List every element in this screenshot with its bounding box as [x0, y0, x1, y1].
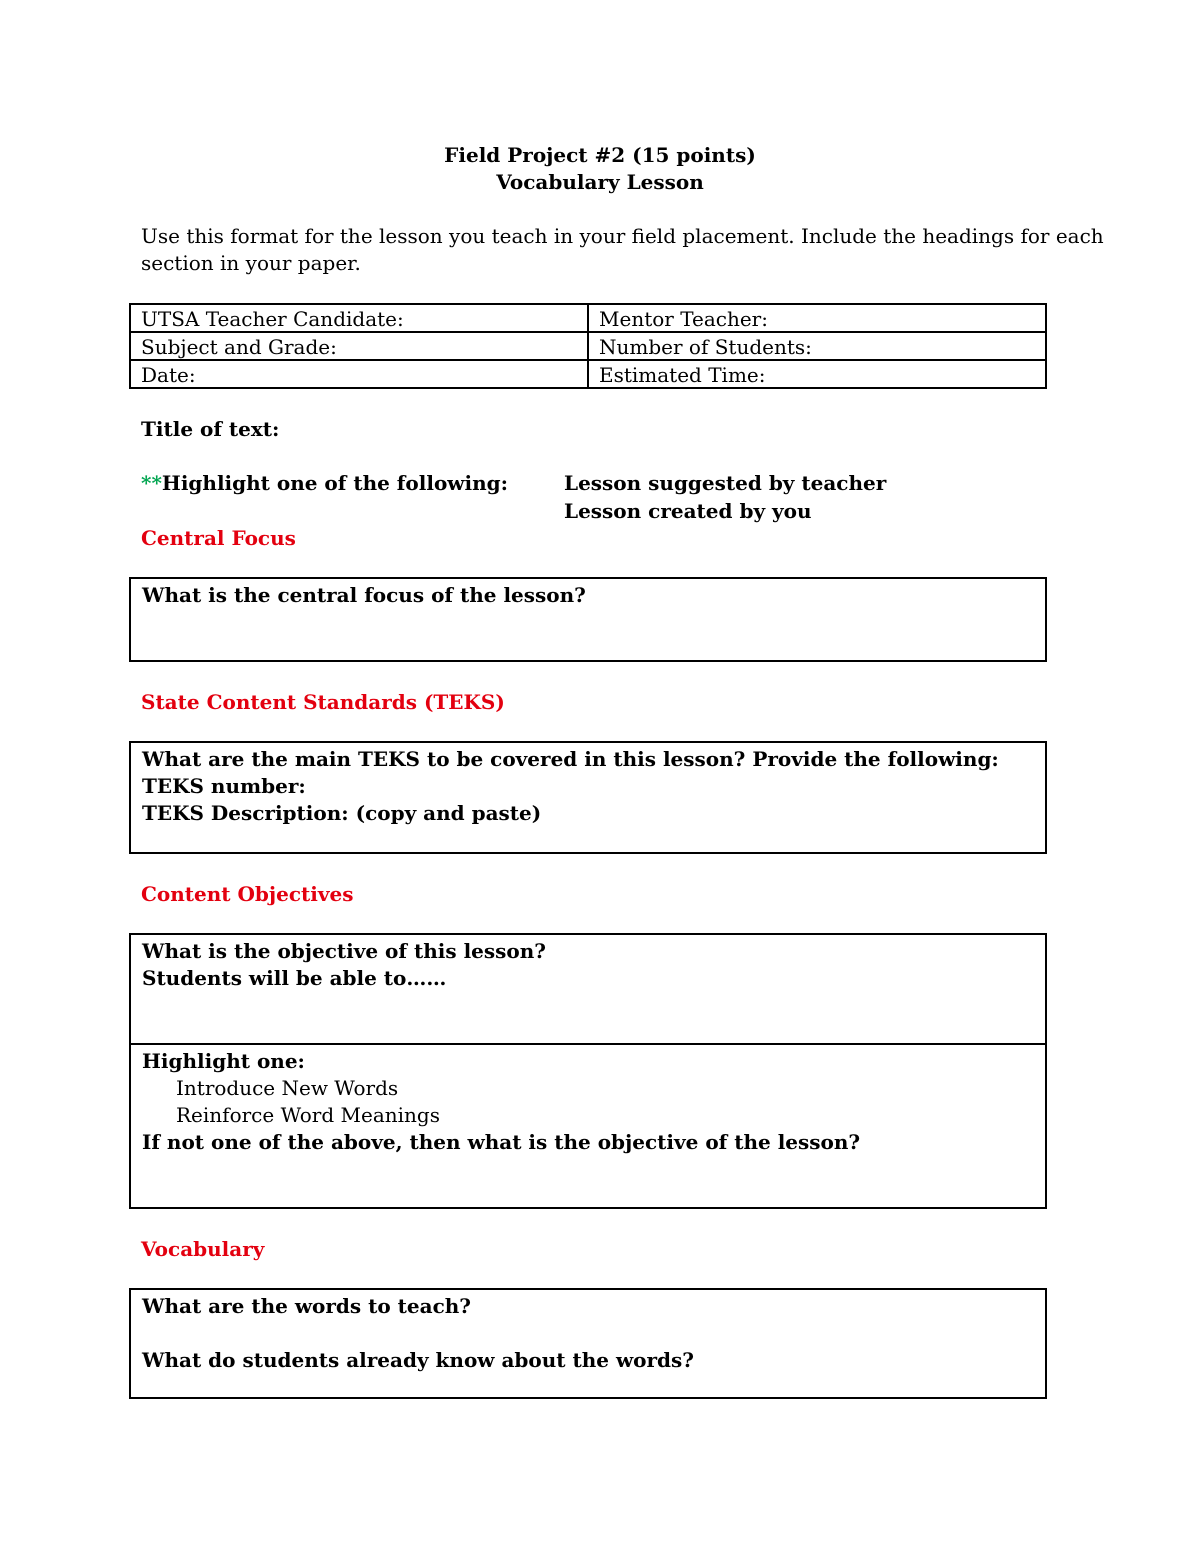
teacher-candidate-cell[interactable]: UTSA Teacher Candidate:: [129, 303, 589, 333]
objective-fallback-prompt: If not one of the above, then what is the objective of the lesson?: [142, 1130, 861, 1154]
option-introduce-new-words[interactable]: Introduce New Words: [176, 1076, 399, 1100]
central-focus-box[interactable]: [129, 577, 1047, 662]
teks-description-label: TEKS Description: (copy and paste): [142, 801, 542, 825]
title-of-text-label: Title of text:: [141, 417, 280, 441]
lesson-option-teacher[interactable]: Lesson suggested by teacher: [564, 471, 887, 495]
vocabulary-heading: Vocabulary: [141, 1237, 265, 1261]
central-focus-prompt: What is the central focus of the lesson?: [142, 583, 586, 607]
students-will-be-able: Students will be able to……: [142, 966, 447, 990]
objective-box[interactable]: [129, 933, 1047, 1045]
estimated-time-cell[interactable]: Estimated Time:: [587, 359, 1047, 389]
number-students-cell[interactable]: Number of Students:: [587, 331, 1047, 361]
objective-prompt: What is the objective of this lesson?: [142, 939, 547, 963]
highlight-instruction: [141, 470, 508, 497]
words-to-teach-prompt: What are the words to teach?: [142, 1294, 472, 1318]
teks-prompt: What are the main TEKS to be covered in this lesson? Provide the following:: [142, 747, 999, 771]
lesson-option-you[interactable]: Lesson created by you: [564, 499, 812, 523]
subject-grade-cell[interactable]: Subject and Grade:: [129, 331, 589, 361]
teks-box[interactable]: [129, 741, 1047, 854]
intro-line-2: section in your paper.: [141, 251, 361, 275]
central-focus-heading: Central Focus: [141, 526, 296, 550]
teks-heading: State Content Standards (TEKS): [141, 690, 505, 714]
intro-line-1: Use this format for the lesson you teach in your field placement. Include the headings for each: [141, 224, 1104, 248]
prior-knowledge-prompt: What do students already know about the words?: [142, 1348, 695, 1372]
highlight-one-label: Highlight one:: [142, 1049, 305, 1073]
teks-number-label: TEKS number:: [142, 774, 306, 798]
objective-type-box[interactable]: [129, 1043, 1047, 1209]
mentor-teacher-cell[interactable]: Mentor Teacher:: [587, 303, 1047, 333]
highlight-stars: **: [141, 471, 162, 495]
date-cell[interactable]: Date:: [129, 359, 589, 389]
highlight-label: Highlight one of the following:: [161, 471, 509, 495]
content-objectives-heading: Content Objectives: [141, 882, 354, 906]
document-subtitle: Vocabulary Lesson: [496, 170, 704, 194]
vocabulary-box[interactable]: [129, 1288, 1047, 1399]
document-title: Field Project #2 (15 points): [444, 143, 756, 167]
option-reinforce-word-meanings[interactable]: Reinforce Word Meanings: [176, 1103, 440, 1127]
